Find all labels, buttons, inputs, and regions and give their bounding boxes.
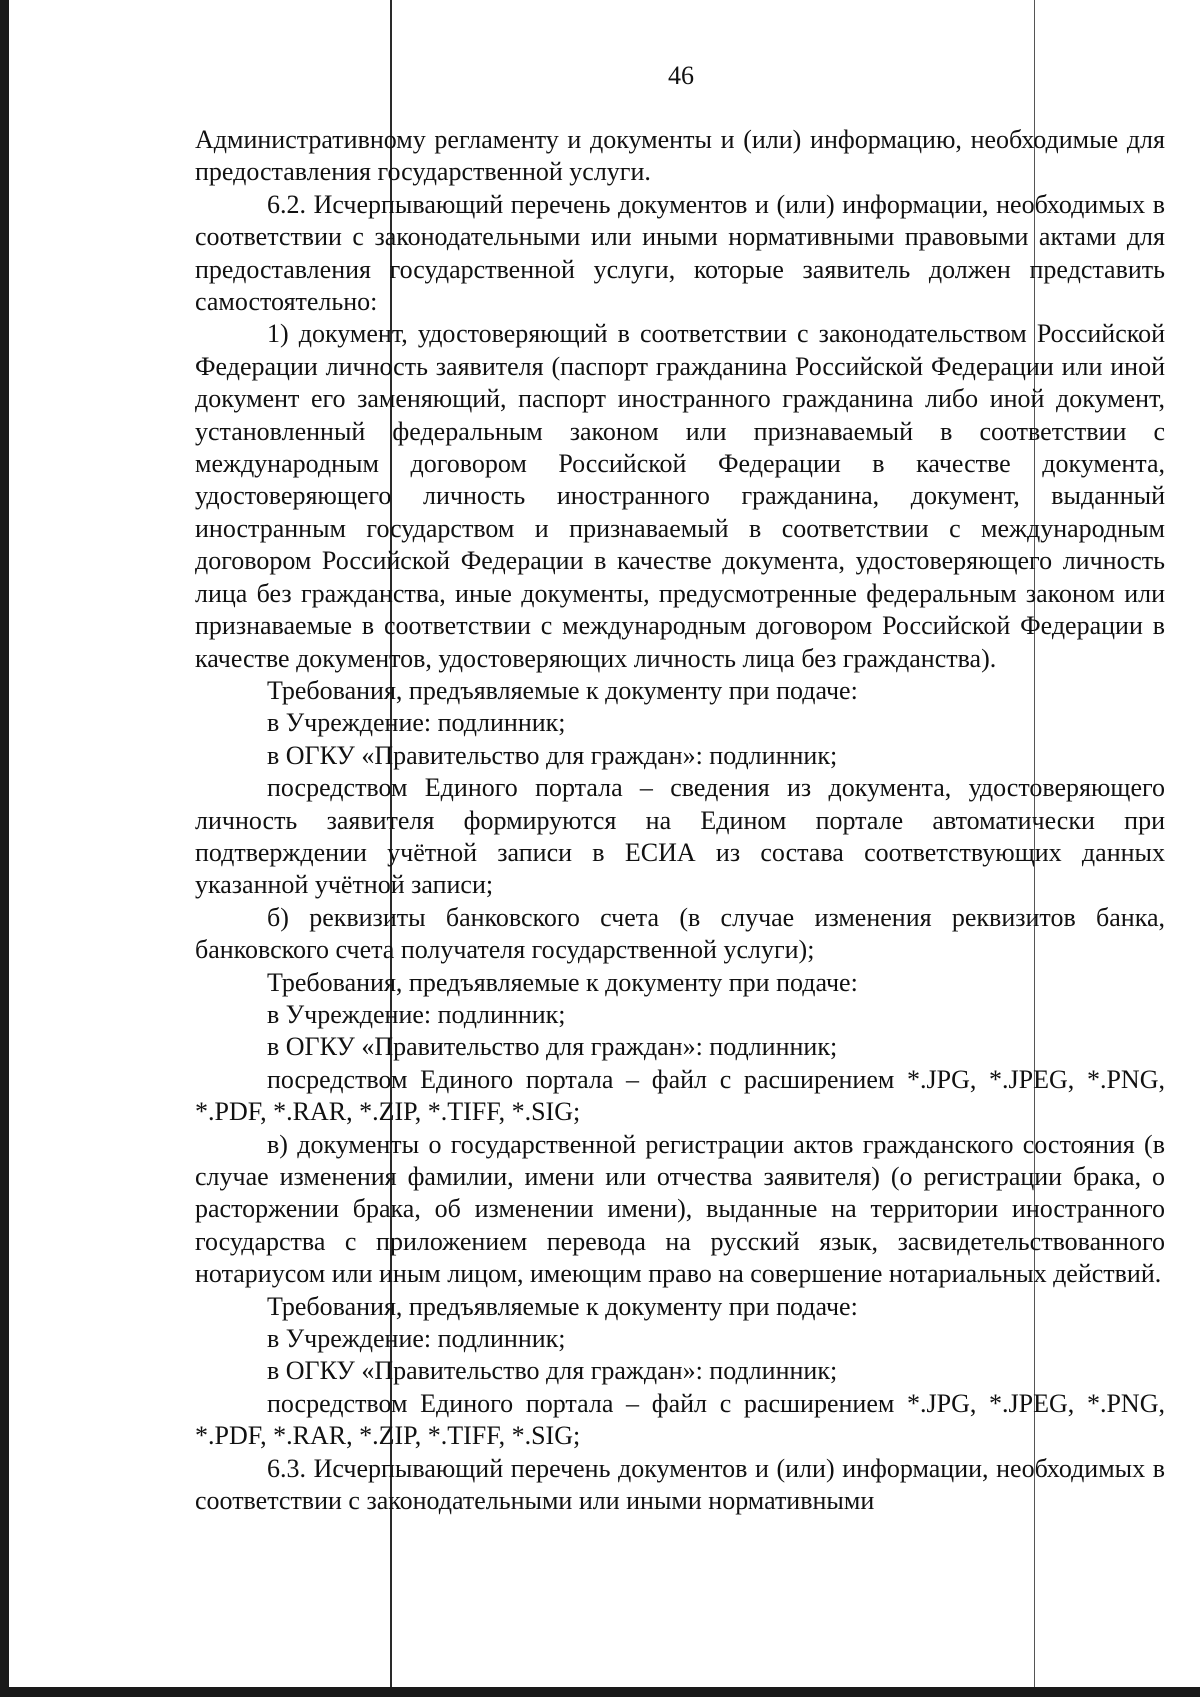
paragraph: 1) документ, удостоверяющий в соответствии с законодательством Российской Федерации личность заявителя (паспорт гражданина Российской Федерации или иной документ его заменяющий, паспорт иностранного гражданина либо иной документ, установленный федеральным законом или признаваемый в соответствии с международным договором Российской Федерации в качестве документа, удостоверяющего личность иностранного гражданина, документ, выданный иностранным государством и признаваемый в соответствии с международным договором Российской Федерации в качестве документа, удостоверяющего личность лица без гражданства, иные документы, предусмотренные федеральным законом или признаваемые в соответствии с международным договором Российской Федерации в качестве документов, удостоверяющих личность лица без гражданства). <box>195 319 1165 673</box>
paragraph: Требования, предъявляемые к документу при подаче: <box>267 1291 858 1321</box>
document-body <box>195 124 1165 1517</box>
paragraph: посредством Единого портала – сведения из документа, удостоверяющего личность заявителя формируются на Едином портале автоматически при подтверждении учётной записи в ЕСИА из состава соответствующих данных указанной учётной записи; <box>195 773 1165 900</box>
page-number: 46 <box>668 61 694 90</box>
paragraph: в ОГКУ «Правительство для граждан»: подлинник; <box>267 1032 838 1062</box>
paragraph: в ОГКУ «Правительство для граждан»: подлинник; <box>267 740 838 770</box>
paragraph: 6.2. Исчерпывающий перечень документов и (или) информации, необходимых в соответствии с законодательными или иными нормативными правовыми актами для предоставления государственной услуги, которые заявитель должен представить самостоятельно: <box>195 189 1165 317</box>
paragraph: б) реквизиты банковского счета (в случае изменения реквизитов банка, банковского счета получателя государственной услуги); <box>195 902 1165 965</box>
paragraph: в Учреждение: подлинник; <box>267 999 566 1029</box>
paragraph: Административному регламенту и документы и (или) информацию, необходимые для предоставления государственной услуги. <box>195 125 1165 187</box>
paragraph: в) документы о государственной регистрации актов гражданского состояния (в случае изменения фамилии, имени или отчества заявителя) (о регистрации брака, о расторжении брака, об изменении имени), выданные на территории иностранного государства с приложением перевода на русский язык, засвидетельствованного нотариусом или иным лицом, имеющим право на совершение нотариальных действий. <box>195 1129 1165 1289</box>
paragraph: в ОГКУ «Правительство для граждан»: подлинник; <box>267 1356 838 1386</box>
scan-border-left <box>0 0 9 1697</box>
paragraph: Требования, предъявляемые к документу при подаче: <box>267 675 858 705</box>
paragraph: 6.3. Исчерпывающий перечень документов и (или) информации, необходимых в соответствии с законодательными или иными нормативными <box>195 1453 1165 1516</box>
paragraph: в Учреждение: подлинник; <box>267 708 566 738</box>
paragraph: посредством Единого портала – файл с расширением *.JPG, *.JPEG, *.PNG, *.PDF, *.RAR, *.ZIP, *.TIFF, *.SIG; <box>195 1388 1165 1451</box>
paragraph: посредством Единого портала – файл с расширением *.JPG, *.JPEG, *.PNG, *.PDF, *.RAR, *.ZIP, *.TIFF, *.SIG; <box>195 1064 1165 1127</box>
paragraph: Требования, предъявляемые к документу при подаче: <box>267 967 858 997</box>
paragraph: в Учреждение: подлинник; <box>267 1324 566 1354</box>
scan-border-bottom <box>0 1687 1200 1697</box>
